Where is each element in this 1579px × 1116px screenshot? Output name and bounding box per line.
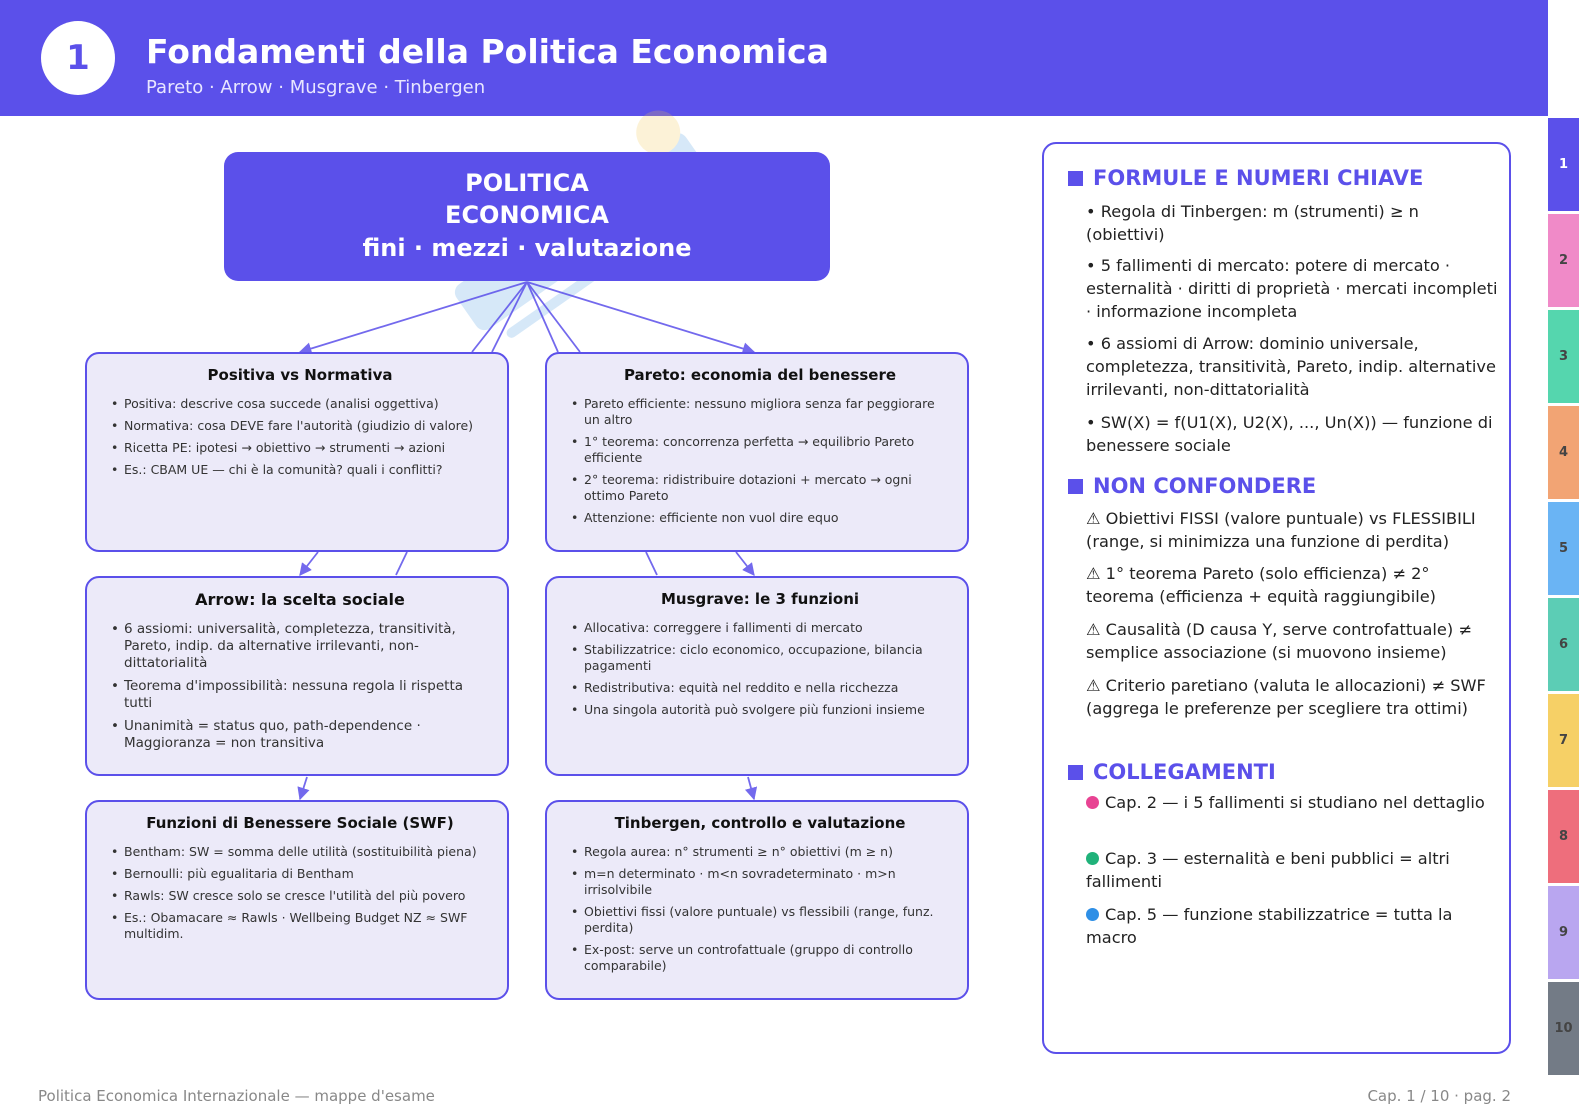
- tab-chapter-1[interactable]: 1: [1548, 118, 1579, 211]
- card-musgrave: [545, 576, 969, 776]
- link-root-musgrave: [527, 282, 558, 352]
- card-item: • Ex-post: serve un controfattuale (gruppo di controllo comparabile): [569, 942, 951, 974]
- link-root-pareto: [527, 282, 754, 352]
- link-root-positiva: [300, 282, 527, 352]
- tab-chapter-7[interactable]: 7: [1548, 694, 1579, 787]
- tab-chapter-4[interactable]: 4: [1548, 406, 1579, 499]
- link-item: Cap. 5 — funzione stabilizzatrice = tutta la macro: [1086, 905, 1453, 947]
- tab-chapter-10[interactable]: 10: [1548, 982, 1579, 1075]
- card-item: • Positiva: descrive cosa succede (analisi oggettiva): [109, 396, 491, 412]
- card-title: Musgrave: le 3 funzioni: [660, 590, 860, 608]
- square-bullet-icon: [1068, 765, 1083, 780]
- card-item: • Bernoulli: più egualitaria di Bentham: [109, 866, 491, 882]
- card-title: Pareto: economia del benessere: [623, 366, 897, 384]
- footer-page-info: Cap. 1 / 10 · pag. 2: [1367, 1087, 1511, 1105]
- tab-chapter-6[interactable]: 6: [1548, 598, 1579, 691]
- link-positiva-arrow-a: [300, 552, 318, 575]
- tab-chapter-5[interactable]: 5: [1548, 502, 1579, 595]
- root-line-2: ECONOMICA: [445, 201, 609, 229]
- chapter-badge: 1: [41, 21, 115, 95]
- card-title: Tinbergen, controllo e valutazione: [614, 814, 906, 832]
- warning-item: ⚠ Criterio paretiano (valuta le allocazioni) ≠ SWF (aggrega le preferenze per scegliere tra ottimi): [1086, 676, 1486, 718]
- link-root-swf: [492, 282, 527, 352]
- card-item: • Bentham: SW = somma delle utilità (sostituibilità piena): [109, 844, 491, 860]
- section-collegamenti-title: COLLEGAMENTI: [1068, 760, 1276, 784]
- section-formule-title: FORMULE E NUMERI CHIAVE: [1068, 166, 1423, 190]
- card-item: • Una singola autorità può svolgere più funzioni insieme: [569, 702, 951, 718]
- card-item: • Allocativa: correggere i fallimenti di mercato: [569, 620, 951, 636]
- card-tinbergen: [545, 800, 969, 1000]
- warning-item: ⚠ 1° teorema Pareto (solo efficienza) ≠ 2° teorema (efficienza + equità raggiungibile): [1086, 564, 1436, 606]
- warning-item: ⚠ Causalità (D causa Y, serve controfattuale) ≠ semplice associazione (si muovono insieme): [1086, 620, 1472, 662]
- summary-panel: [1042, 142, 1511, 1054]
- formula-item: • 6 assiomi di Arrow: dominio universale, completezza, transitività, Pareto, indip. alternative irrilevanti, non-dittatorialità: [1086, 334, 1496, 399]
- root-line-1: POLITICA: [465, 169, 589, 197]
- blue-dot-icon: [1086, 908, 1099, 921]
- formula-item: • Regola di Tinbergen: m (strumenti) ≥ n (obiettivi): [1086, 202, 1419, 244]
- link-musgrave-tinbergen: [748, 777, 754, 799]
- card-title: Arrow: la scelta sociale: [195, 590, 405, 609]
- card-item: • Attenzione: efficiente non vuol dire equo: [569, 510, 951, 526]
- square-bullet-icon: [1068, 479, 1083, 494]
- formula-item: • SW(X) = f(U1(X), U2(X), ..., Un(X)) — funzione di benessere sociale: [1086, 413, 1493, 455]
- card-swf: [85, 800, 509, 1000]
- card-item: • Normativa: cosa DEVE fare l'autorità (giudizio di valore): [109, 418, 491, 434]
- card-item: • 6 assiomi: universalità, completezza, transitività, Pareto, indip. da alternative irrilevanti, non-dittatorialità: [109, 621, 491, 672]
- card-item: • Rawls: SW cresce solo se cresce l'utilità del più povero: [109, 888, 491, 904]
- link-item: Cap. 2 — i 5 fallimenti si studiano nel dettaglio: [1086, 791, 1498, 814]
- card-pareto: [545, 352, 969, 552]
- link-item: Cap. 3 — esternalità e beni pubblici = altri fallimenti: [1086, 849, 1450, 891]
- card-item: • Redistributiva: equità nel reddito e nella ricchezza: [569, 680, 951, 696]
- card-item: • Teorema d'impossibilità: nessuna regola li rispetta tutti: [109, 678, 491, 712]
- card-item: • m=n determinato · m<n sovradeterminato · m>n irrisolvibile: [569, 866, 951, 898]
- card-item: • 1° teorema: concorrenza perfetta → equilibrio Pareto efficiente: [569, 434, 951, 466]
- link-pareto-musgrave-a: [646, 552, 657, 575]
- card-title: Positiva vs Normativa: [207, 366, 393, 384]
- link-arrow-swf: [300, 777, 307, 799]
- tab-chapter-8[interactable]: 8: [1548, 790, 1579, 883]
- card-arrow: [85, 576, 509, 776]
- card-item: • Ricetta PE: ipotesi → obiettivo → strumenti → azioni: [109, 440, 491, 456]
- warning-item: ⚠ Obiettivi FISSI (valore puntuale) vs FLESSIBILI (range, si minimizza una funzione di perdita): [1086, 509, 1476, 551]
- square-bullet-icon: [1068, 171, 1083, 186]
- tab-chapter-2[interactable]: 2: [1548, 214, 1579, 307]
- card-item: • Regola aurea: n° strumenti ≥ n° obiettivi (m ≥ n): [569, 844, 951, 860]
- card-item: • Obiettivi fissi (valore puntuale) vs flessibili (range, funz. perdita): [569, 904, 951, 936]
- card-item: • Es.: Obamacare ≈ Rawls · Wellbeing Budget NZ ≈ SWF multidim.: [109, 910, 491, 942]
- footer-course-title: Politica Economica Internazionale — mappe d'esame: [38, 1087, 435, 1105]
- root-line-3: fini · mezzi · valutazione: [362, 234, 692, 262]
- link-root-tinbergen: [527, 282, 580, 352]
- card-item: • Es.: CBAM UE — chi è la comunità? quali i conflitti?: [109, 462, 491, 478]
- card-title: Funzioni di Benessere Sociale (SWF): [146, 814, 454, 832]
- page-title: Fondamenti della Politica Economica: [146, 32, 829, 71]
- link-positiva-arrow-b: [396, 552, 407, 575]
- green-dot-icon: [1086, 852, 1099, 865]
- tab-chapter-9[interactable]: 9: [1548, 886, 1579, 979]
- tab-chapter-3[interactable]: 3: [1548, 310, 1579, 403]
- page-subtitle: Pareto · Arrow · Musgrave · Tinbergen: [146, 77, 486, 98]
- card-positiva-normativa: [85, 352, 509, 552]
- formula-item: • 5 fallimenti di mercato: potere di mercato · esternalità · diritti di proprietà · mercati incompleti · informazione incompleta: [1086, 256, 1498, 321]
- card-item: • Pareto efficiente: nessuno migliora senza far peggiorare un altro: [569, 396, 951, 428]
- card-item: • 2° teorema: ridistribuire dotazioni + mercato → ogni ottimo Pareto: [569, 472, 951, 504]
- pink-dot-icon: [1086, 796, 1099, 809]
- page-header: [0, 0, 1548, 116]
- card-item: • Stabilizzatrice: ciclo economico, occupazione, bilancia pagamenti: [569, 642, 951, 674]
- root-node: [224, 152, 830, 281]
- section-confondere-title: NON CONFONDERE: [1068, 474, 1316, 498]
- link-root-arrow: [472, 282, 527, 352]
- link-pareto-musgrave-b: [736, 552, 754, 575]
- card-item: • Unanimità = status quo, path-dependence · Maggioranza = non transitiva: [109, 718, 491, 752]
